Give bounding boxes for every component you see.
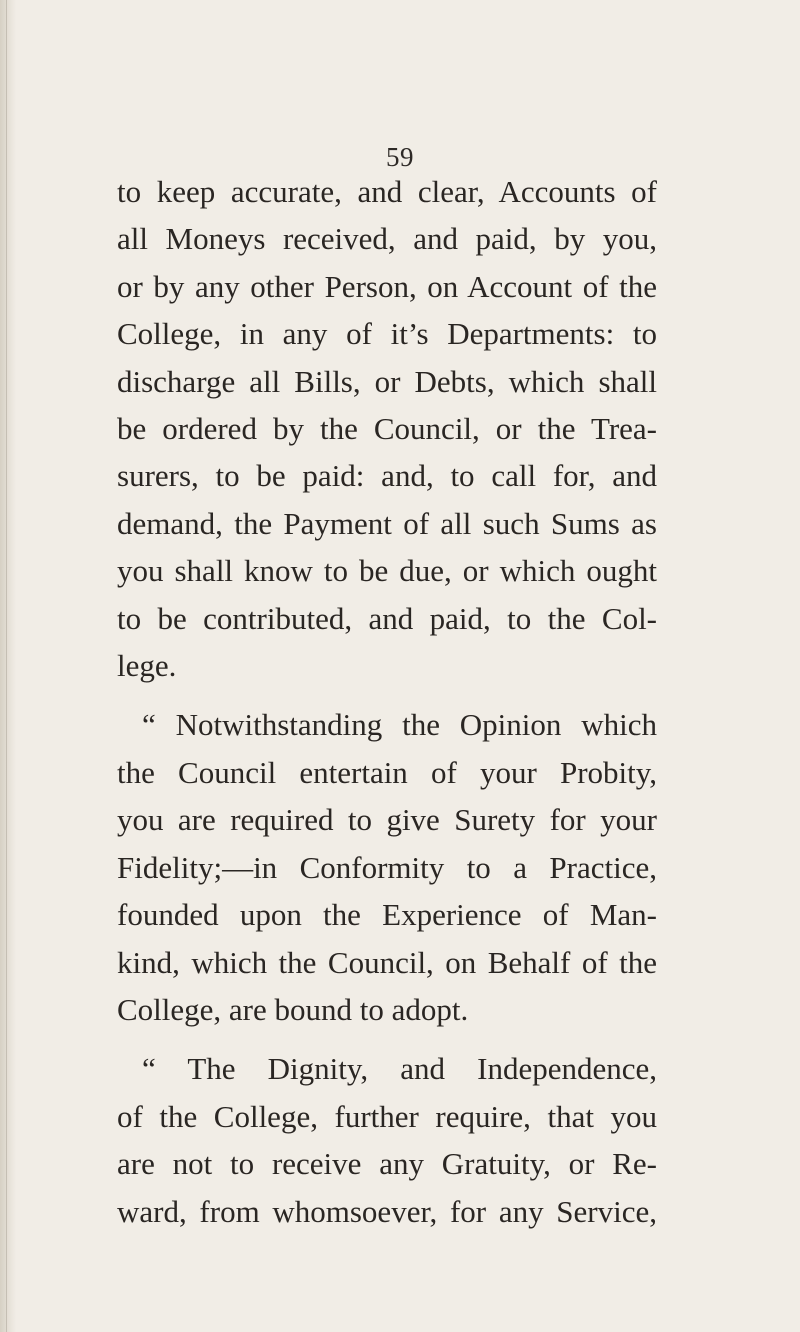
body-text (117, 168, 657, 1235)
text-line: the Council entertain of your Probity, (117, 754, 657, 790)
text-line: to keep accurate, and clear, Accounts of (117, 174, 657, 209)
page-number: 59 (386, 142, 414, 172)
text-line: ward, from whomsoever, for any Service, (117, 1193, 657, 1229)
text-line: surers, to be paid: and, to call for, and (117, 458, 657, 494)
paragraph-2 (117, 701, 657, 1033)
text-line: kind, which the Council, on Behalf of the (117, 944, 657, 980)
text-line: discharge all Bills, or Debts, which shall (117, 363, 657, 399)
text-line: be ordered by the Council, or the Trea- (117, 411, 657, 447)
binding-line (6, 0, 7, 1332)
text-line: College, are bound to adopt. (117, 991, 469, 1027)
text-line: demand, the Payment of all such Sums as (117, 505, 657, 541)
text-line: Fidelity;—in Conformity to a Practice, (117, 849, 657, 885)
text-line: lege. (117, 648, 177, 684)
paragraph-gap (117, 1033, 657, 1045)
text-line: to be contributed, and paid, to the Col- (117, 600, 657, 636)
text-line: all Moneys received, and paid, by you, (117, 221, 657, 257)
paragraph-1 (117, 168, 657, 689)
text-line: you are required to give Surety for your (117, 802, 657, 838)
paragraph-gap (117, 689, 657, 701)
text-line: of the College, further require, that you (117, 1098, 657, 1134)
text-line: “ Notwithstanding the Opinion which (142, 707, 657, 743)
text-line: founded upon the Experience of Man- (117, 897, 657, 933)
text-line: College, in any of it’s Departments: to (117, 316, 657, 352)
text-line: “ The Dignity, and Independence, (142, 1051, 657, 1087)
paragraph-3 (117, 1045, 657, 1235)
text-line: are not to receive any Gratuity, or Re- (117, 1146, 657, 1182)
text-line: you shall know to be due, or which ought (117, 553, 657, 589)
binding-edge (0, 0, 16, 1332)
text-line: or by any other Person, on Account of the (117, 268, 657, 304)
